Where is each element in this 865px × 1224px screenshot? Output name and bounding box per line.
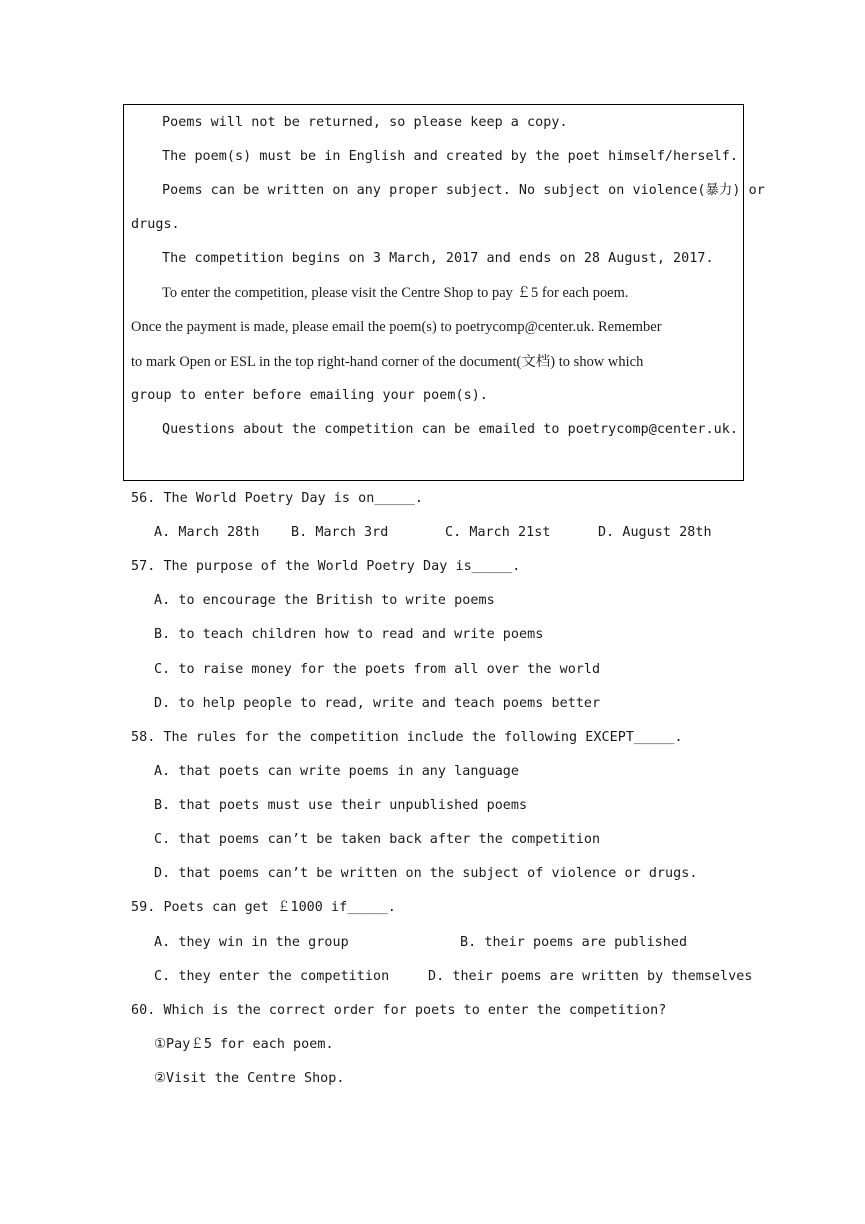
notice-line: Poems can be written on any proper subject. No subject on violence(暴力) or — [162, 183, 765, 198]
option-57-a: A. to encourage the British to write poems — [154, 593, 495, 608]
option-58-a: A. that poets can write poems in any language — [154, 764, 520, 779]
option-58-b: B. that poets must use their unpublished poems — [154, 798, 528, 813]
notice-line: Poems will not be returned, so please keep a copy. — [162, 115, 568, 130]
notice-line: group to enter before emailing your poem(s). — [131, 388, 488, 403]
option-59-c: C. they enter the competition — [154, 969, 390, 984]
question-57-stem: 57. The purpose of the World Poetry Day is_____. — [131, 559, 521, 574]
option-56-a: A. March 28th — [154, 525, 260, 540]
question-56-stem: 56. The World Poetry Day is on_____. — [131, 491, 424, 506]
notice-line: The poem(s) must be in English and created by the poet himself/herself. — [162, 149, 738, 164]
question-60-stem: 60. Which is the correct order for poets to enter the competition? — [131, 1003, 667, 1018]
option-57-d: D. to help people to read, write and teach poems better — [154, 696, 601, 711]
step-2: ②Visit the Centre Shop. — [154, 1071, 345, 1086]
option-58-c: C. that poems can’t be taken back after the competition — [154, 832, 601, 847]
notice-line: To enter the competition, please visit the Centre Shop to pay ￡5 for each poem. — [162, 285, 629, 301]
option-56-d: D. August 28th — [598, 525, 712, 540]
option-57-b: B. to teach children how to read and write poems — [154, 627, 544, 642]
option-57-c: C. to raise money for the poets from all over the world — [154, 662, 601, 677]
option-59-a: A. they win in the group — [154, 935, 349, 950]
option-56-b: B. March 3rd — [291, 525, 389, 540]
notice-line: Questions about the competition can be emailed to poetrycomp@center.uk. — [162, 422, 738, 437]
question-58-stem: 58. The rules for the competition include the following EXCEPT_____. — [131, 730, 683, 745]
option-59-b: B. their poems are published — [460, 935, 688, 950]
option-58-d: D. that poems can’t be written on the subject of violence or drugs. — [154, 866, 698, 881]
step-1: ①Pay￡5 for each poem. — [154, 1037, 334, 1052]
notice-line: to mark Open or ESL in the top right-hand corner of the document(文档) to show which — [131, 354, 644, 370]
option-59-d: D. their poems are written by themselves — [428, 969, 753, 984]
question-59-stem: 59. Poets can get ￡1000 if_____. — [131, 900, 396, 915]
notice-line: The competition begins on 3 March, 2017 and ends on 28 August, 2017. — [162, 251, 714, 266]
notice-line: drugs. — [131, 217, 180, 232]
option-56-c: C. March 21st — [445, 525, 551, 540]
notice-line: Once the payment is made, please email the poem(s) to poetrycomp@center.uk. Remember — [131, 319, 662, 335]
